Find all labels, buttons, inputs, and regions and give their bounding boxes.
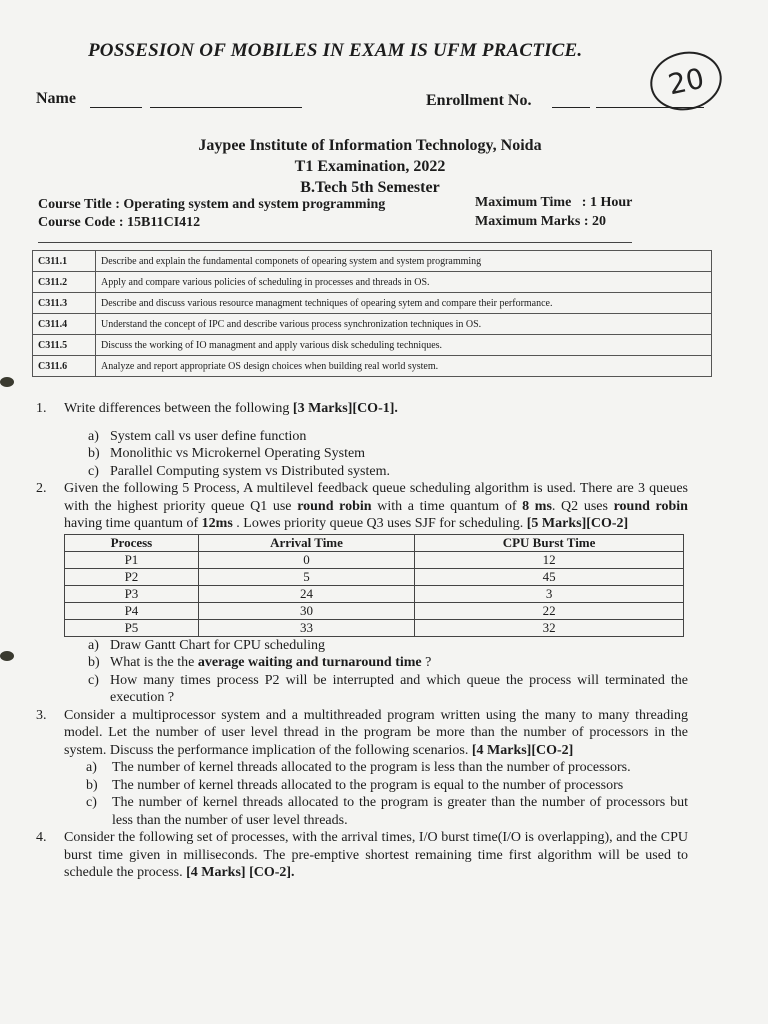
question-text: Consider the following set of processes, with the arrival times, I/O burst time(I/O is overlapping), and the CPU burst time given in milliseconds. The pre-emptive shortest remaining time first algorithm will be used to schedule the process. [64, 830, 688, 880]
questions [36, 400, 688, 882]
sub-question: b) Monolithic vs Microkernel Operating System [88, 446, 366, 461]
outcome-code: C311.1 [33, 251, 96, 272]
table-cell: P3 [65, 585, 199, 602]
outcome-code: C311.3 [33, 293, 96, 314]
question-3 [36, 707, 688, 830]
process-table [64, 534, 684, 637]
question-marks: [3 Marks][CO-1]. [292, 401, 398, 416]
outcome-description: Analyze and report appropriate OS design choices when building real world system. [96, 356, 712, 377]
column-header: CPU Burst Time [415, 534, 684, 551]
sub-question: a) System call vs user define function [88, 428, 307, 444]
course-outcome-row [33, 335, 712, 356]
max-time: Maximum Time : 1 Hour [475, 195, 633, 210]
name-blank [150, 107, 302, 108]
course-outcome-row [33, 272, 712, 293]
enrollment-blank [552, 107, 590, 108]
table-row [65, 585, 684, 602]
outcome-description: Understand the concept of IPC and describe various process synchronization techniques in OS. [96, 314, 712, 335]
outcome-code: C311.4 [33, 314, 96, 335]
course-outcome-row [33, 251, 712, 272]
question-number: 2. [36, 481, 47, 496]
sub-question: c) How many times process P2 will be interrupted and which queue the process will terminated the execution ? [88, 672, 688, 705]
table-cell: 5 [198, 568, 414, 585]
table-cell: 0 [198, 551, 414, 568]
sub-question: c) The number of kernel threads allocated to the program is greater than the number of processors but less than the number of user level threads. [86, 795, 688, 828]
table-cell: 3 [415, 585, 684, 602]
table-cell: P5 [65, 619, 199, 636]
sub-question: c) Parallel Computing system vs Distributed system. [88, 463, 390, 479]
course-outcomes-table [32, 250, 712, 377]
exam-header [0, 135, 740, 198]
enrollment-blank [596, 107, 704, 108]
outcome-code: C311.2 [33, 272, 96, 293]
exam-name: T1 Examination, 2022 [294, 158, 446, 175]
question-4 [36, 829, 688, 882]
course-outcome-row [33, 356, 712, 377]
table-cell: 30 [198, 602, 414, 619]
outcome-description: Apply and compare various policies of scheduling in processes and threads in OS. [96, 272, 712, 293]
binder-hole [0, 651, 14, 661]
table-cell: 33 [198, 619, 414, 636]
question-number: 1. [36, 401, 47, 416]
course-code: Course Code : 15B11CI412 [38, 215, 201, 230]
table-cell: 45 [415, 568, 684, 585]
course-info [38, 196, 385, 232]
divider [38, 242, 632, 243]
sub-question: b) The number of kernel threads allocated to the program is equal to the number of processors [86, 777, 624, 793]
name-blank [90, 107, 142, 108]
column-header: Arrival Time [198, 534, 414, 551]
ufm-warning: POSSESION OF MOBILES IN EXAM IS UFM PRACTICE. [88, 40, 583, 61]
outcome-description: Describe and discuss various resource managment techniques of opearing sytem and compare their performance. [96, 293, 712, 314]
table-cell: 12 [415, 551, 684, 568]
max-marks: Maximum Marks : 20 [475, 214, 607, 229]
outcome-description: Describe and explain the fundamental componets of opearing system and system programming [96, 251, 712, 272]
sub-question: a) The number of kernel threads allocated to the program is less than the number of processors. [86, 760, 631, 775]
course-outcome-row [33, 314, 712, 335]
table-row [65, 619, 684, 636]
institute-name: Jaypee Institute of Information Technology, Noida [198, 137, 542, 154]
question-marks: [5 Marks][CO-2] [526, 516, 629, 531]
name-label: Name [36, 90, 76, 107]
semester: B.Tech 5th Semester [300, 179, 440, 196]
question-marks: [4 Marks] [CO-2]. [186, 865, 295, 880]
enrollment-label: Enrollment No. [426, 92, 532, 109]
question-number: 3. [36, 707, 47, 723]
column-header: Process [65, 534, 199, 551]
course-outcome-row [33, 293, 712, 314]
exam-limits [475, 193, 632, 231]
outcome-code: C311.5 [33, 335, 96, 356]
sub-question: b) What is the the average waiting and turnaround time ? [88, 655, 432, 670]
outcome-description: Discuss the working of IO managment and apply various disk scheduling techniques. [96, 335, 712, 356]
question-marks: [4 Marks][CO-2] [471, 742, 574, 758]
table-cell: P2 [65, 568, 199, 585]
table-row [65, 602, 684, 619]
table-cell: P4 [65, 602, 199, 619]
binder-hole [0, 377, 14, 387]
table-cell: 32 [415, 619, 684, 636]
handwritten-mark: 20 [645, 45, 727, 117]
table-cell: 22 [415, 602, 684, 619]
question-1 [36, 400, 688, 480]
question-text: Write differences between the following [64, 401, 293, 416]
question-2: 2. Given the following 5 Process, A multilevel feedback queue scheduling algorithm is used. There are 3 queues with the highest priority queue Q1 use round robin with a time quantum of 8 ms. Q2 uses round robin having time quantum of 12ms . Lowes priority queue Q3 uses SJF for scheduling. [5 Marks][CO-2] Process Arrival Time CPU Burst Time P1 0 12 P2 5 45 P3 24 3 P4 30 22 P5 33 32 a) Draw Gantt Chart for CPU scheduling b) What is the the average waiting and turnaround time ? c) How many times process P2 will be interrupted and which queue the process will terminated the execution ? [36, 481, 688, 705]
table-row [65, 568, 684, 585]
outcome-code: C311.6 [33, 356, 96, 377]
table-cell: P1 [65, 551, 199, 568]
table-cell: 24 [198, 585, 414, 602]
question-number: 4. [36, 830, 47, 845]
question-text: Consider a multiprocessor system and a multithreaded program written using the many to many threading model. Let the number of user level thread in the program be more than the number of processors in the system. Discuss the performance implication of the following scenarios. [64, 707, 688, 758]
sub-question: a) Draw Gantt Chart for CPU scheduling [88, 637, 326, 653]
table-row [65, 551, 684, 568]
course-title: Course Title : Operating system and system programming [38, 197, 386, 212]
